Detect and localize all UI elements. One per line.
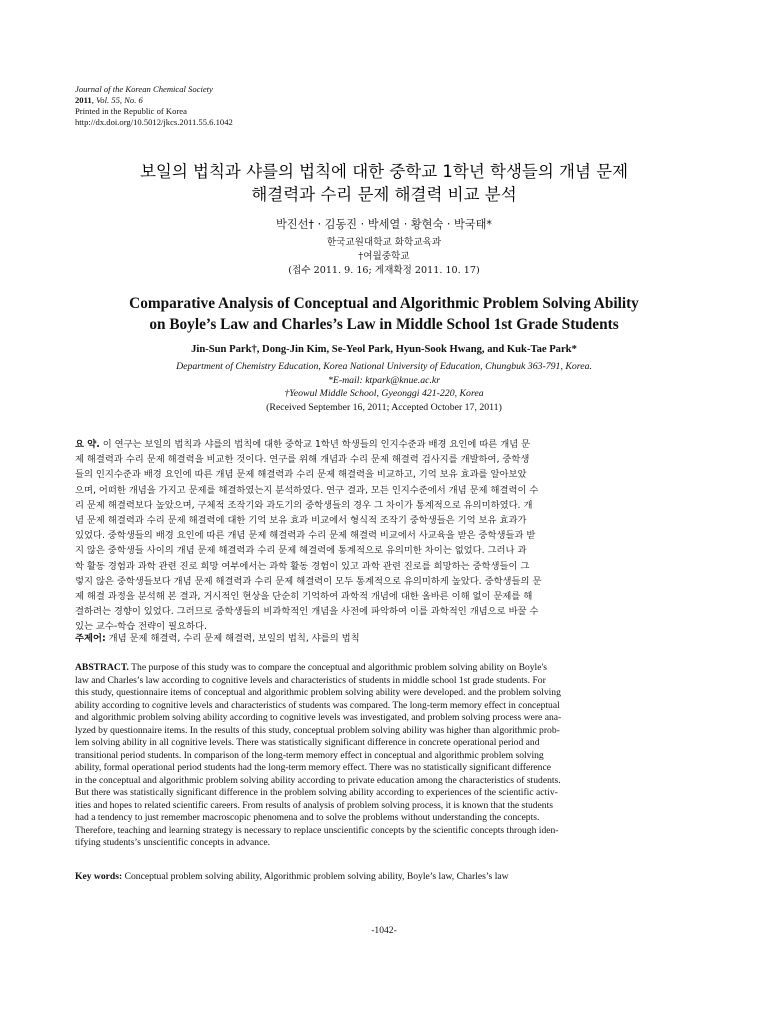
korean-keywords-text: 개념 문제 해결력, 수리 문제 해결력, 보일의 법칙, 샤를의 법칙 [108,633,360,644]
english-abstract-line: tifying students’s unscientific concepts in advance. [75,837,271,848]
korean-authors: 박진선† · 김동진 · 박세열 · 황현숙 · 박국태* [276,218,492,231]
journal-header [75,84,233,128]
english-title-line-1: Comparative Analysis of Conceptual and Algorithmic Problem Solving Ability [129,295,639,312]
korean-abstract [75,437,703,635]
korean-abstract-line: 념 문제 해결력과 수리 문제 해결력에 대한 기억 보유 효과 비교에서 형식적 조작기 중학생들은 기억 보유 효과가 [75,515,527,527]
english-abstract-line: ABSTRACT. The purpose of this study was to compare the conceptual and algorithmic problem solving ability on Boyle's [75,662,547,673]
english-title-line-2: on Boyle’s Law and Charles’s Law in Middle School 1st Grade Students [149,316,619,333]
english-affiliations [50,360,718,414]
korean-title [60,160,708,206]
korean-abstract-line: 으며, 어떠한 개념을 가지고 문제를 해결하였는지 분석하였다. 연구 결과, 모든 인지수준에서 개념 문제 해결력이 수 [75,484,539,496]
english-abstract-line: ities and hopes to related scientific careers. From results of analysis of problem solving process, it is known that the students [75,799,553,811]
english-abstract-label: ABSTRACT. [75,662,129,673]
english-title [50,293,718,335]
english-abstract-line: lyzed by questionnaire items. In the results of this study, conceptual problem solving ability was higher than algorithmic prob- [75,724,560,736]
english-affiliation-1: Department of Chemistry Education, Korea National University of Education, Chungbuk 363-791, Korea. [176,361,592,372]
journal-volume-issue: , Vol. 55, No. 6 [91,95,143,105]
korean-title-line-1: 보일의 법칙과 샤를의 법칙에 대한 중학교 1학년 학생들의 개념 문제 [139,162,629,181]
korean-abstract-line: 리 문제 해결력보다 높았으며, 구체적 조작기와 과도기의 중학생들의 경우 그 차이가 통계적으로 유의미하였다. 개 [75,499,533,511]
english-abstract [75,662,703,850]
english-received-date: (Received September 16, 2011; Accepted October 17, 2011) [266,401,502,413]
korean-abstract-line: 제 해결 과정을 분석해 본 결과, 거시적인 현상을 단순히 기억하여 과학적 개념에 대한 올바른 이해 없이 문제를 해 [75,591,533,603]
english-abstract-line: this study, questionnaire items of conceptual and algorithmic problem solving ability were developed. and the problem solving [75,687,561,698]
korean-abstract-line: 들의 인지수준과 배경 요인에 따른 개념 문제 해결력과 수리 문제 해결력을 비교하고, 기억 보유 효과를 알아보았 [75,469,527,481]
doi-link[interactable]: http://dx.doi.org/10.5012/jkcs.2011.55.6.1042 [75,117,233,127]
korean-received-date: (접수 2011. 9. 16; 게재확정 2011. 10. 17) [288,265,480,276]
english-abstract-line: lem solving ability in all cognitive levels. There was statistically significant difference in concrete operational period and [75,737,540,748]
english-authors: Jin-Sun Park†, Dong-Jin Kim, Se-Yeol Park, Hyun-Sook Hwang, and Kuk-Tae Park* [191,344,577,355]
english-abstract-line: ability according to cognitive levels and characteristics of students was compared. The long-term memory effect in conceptual [75,699,560,711]
korean-affiliation-1: 한국교원대학교 화학교육과 [326,237,442,248]
korean-abstract-line: 있는 교수-학습 전략이 필요하다. [75,621,207,633]
korean-abstract-label: 요 약. [75,439,100,450]
korean-affiliation-2: †여월중학교 [358,251,410,262]
english-keywords-label: Key words: [75,871,123,882]
korean-title-line-2: 해결력과 수리 문제 해결력 비교 분석 [251,185,517,204]
english-abstract-line: in the conceptual and algorithmic problem solving ability according to private education among the characteristics of students. [75,774,561,786]
english-abstract-line: law and Charles’s law according to cognitive levels and characteristics of students in middle school 1st grade students. For [75,674,546,686]
korean-abstract-line: 요 약. 이 연구는 보일의 법칙과 샤를의 법칙에 대한 중학교 1학년 학생들의 인지수준과 배경 요인에 따른 개념 문 [75,439,531,450]
english-abstract-line: and algorithmic problem solving ability according to cognitive levels was investigated, and problem solving process were ana- [75,712,562,723]
korean-abstract-line: 학 활동 경험과 과학 관련 진로 희망 여부에서는 과학 활동 경험이 있고 과학 관련 진로를 희망하는 중학생들이 그 [75,560,530,572]
korean-abstract-line: 제 해결력과 수리 문제 해결력을 비교한 것이다. 연구를 위해 개념과 수리 문제 해결력 검사지를 개발하여, 중학생 [75,454,530,466]
journal-year: 2011 [75,95,92,105]
korean-abstract-line: 있었다. 중학생들의 배경 요인에 따른 개념 문제 해결력과 수리 문제 해결력 비교에서 사교육을 받은 중학생들과 받 [75,530,536,542]
english-affiliation-2: †Yeowul Middle School, Gyeonggi 421-220, Korea [284,388,484,399]
english-keywords-text: Conceptual problem solving ability, Algorithmic problem solving ability, Boyle’s law, Charles’s law [124,871,509,882]
korean-abstract-line: 지 않은 중학생들 사이의 개념 문제 해결력과 수리 문제 해결력에 통계적으로 유의미한 차이는 없었다. 그러나 과 [75,545,527,557]
english-abstract-line: But there was statistically significant difference in the problem solving ability according to experiences of the scientific activ- [75,787,558,798]
english-keywords [75,871,703,884]
english-abstract-line: Therefore, teaching and learning strategy is necessary to replace unscientific concepts by the scientific concepts through iden- [75,824,559,836]
english-abstract-line: transitional period students. In comparison of the long-term memory effect in conceptual and algorithmic problem solving [75,749,544,761]
journal-volume [75,95,233,106]
english-abstract-line: ability, formal operational period students had the long-term memory effect. There was no statistically significant difference [75,762,551,773]
korean-affiliations [60,236,708,278]
printed-in: Printed in the Republic of Korea [75,106,187,116]
korean-abstract-line: 렇지 않은 중학생들보다 개념 문제 해결력과 수리 문제 해결력이 모두 통계적으로 유의미하게 높았다. 중학생들의 문 [75,575,542,587]
korean-keywords-label: 주제어: [75,633,106,644]
page-number: -1042- [371,925,397,936]
journal-name: Journal of the Korean Chemical Society [75,84,213,94]
korean-abstract-line: 결하려는 경향이 있었다. 그러므로 중학생들의 비과학적인 개념을 사전에 파악하여 이를 과학적인 개념으로 바꿀 수 [75,606,539,618]
korean-keywords [75,632,703,646]
corresponding-email: *E-mail: ktpark@knue.ac.kr [327,374,441,386]
english-abstract-line: had a tendency to just remember macroscopic phenomena and to solve the problems without understanding the concepts. [75,812,540,823]
